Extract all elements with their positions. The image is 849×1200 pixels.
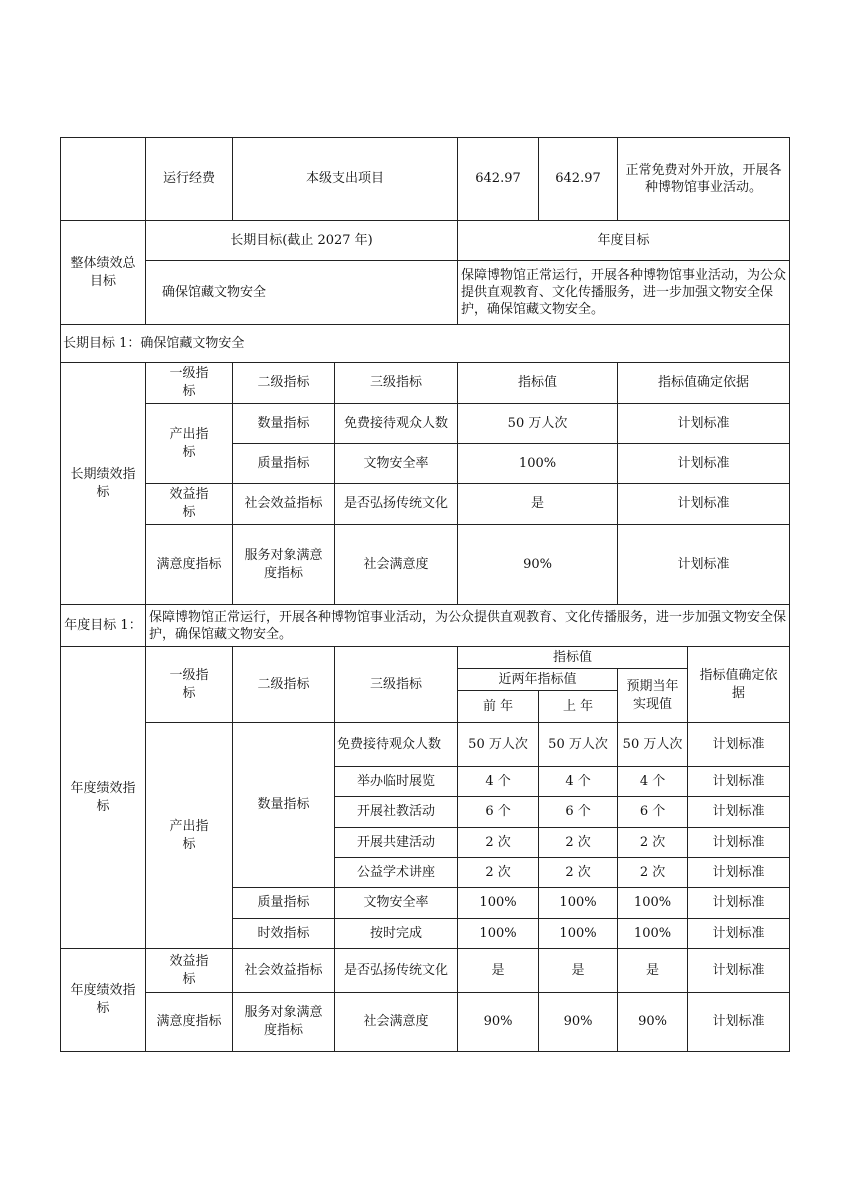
- funding-row: [61, 138, 790, 221]
- header-last-year: 上 年: [539, 691, 618, 723]
- basis-cell: 计划标准: [688, 828, 790, 858]
- expected-cell: 100%: [618, 919, 688, 949]
- long-indicator-header-row: [61, 363, 790, 404]
- value-cell: 90%: [458, 525, 618, 605]
- prev-cell: 100%: [458, 888, 539, 919]
- level2-cell: 质量指标: [233, 444, 335, 484]
- level2-cell: 服务对象满意度指标: [233, 525, 335, 605]
- level3-cell: 开展共建活动: [335, 828, 458, 858]
- table-row: [61, 949, 790, 993]
- basis-cell: 计划标准: [688, 858, 790, 888]
- level3-cell: 开展社教活动: [335, 797, 458, 828]
- annual-goal-row: [61, 605, 790, 647]
- level3-cell: 举办临时展览: [335, 767, 458, 797]
- basis-cell: 计划标准: [618, 404, 790, 444]
- prev-cell: 100%: [458, 919, 539, 949]
- annual-text: 保障博物馆正常运行，开展各种博物馆事业活动，为公众提供直观教育、文化传播服务，进一步加强文物安全保护，确保馆藏文物安全。: [458, 261, 790, 325]
- prev-cell: 50 万人次: [458, 723, 539, 767]
- level3-cell: 按时完成: [335, 919, 458, 949]
- expected-cell: 100%: [618, 888, 688, 919]
- last-cell: 100%: [539, 919, 618, 949]
- level3-cell: 文物安全率: [335, 444, 458, 484]
- expected-cell: 4 个: [618, 767, 688, 797]
- header-expected: 预期当年实现值: [618, 669, 688, 723]
- table-row: [61, 404, 790, 444]
- level3-cell: 文物安全率: [335, 888, 458, 919]
- long-term-header: 长期目标(截止 2027 年): [146, 221, 458, 261]
- item-name: 运行经费: [146, 138, 233, 221]
- header-value: 指标值: [458, 363, 618, 404]
- annual-indicator-section-label-2: 年度绩效指标: [61, 949, 146, 1052]
- level2-cell: 数量指标: [233, 404, 335, 444]
- performance-table: [60, 137, 790, 1052]
- prev-cell: 90%: [458, 993, 539, 1052]
- basis-cell: 计划标准: [688, 919, 790, 949]
- header-level2: 二级指标: [233, 647, 335, 723]
- benefit-label: 效益指标: [146, 484, 233, 525]
- long-goal: [61, 325, 790, 363]
- level3-cell: 公益学术讲座: [335, 858, 458, 888]
- prev-cell: 4 个: [458, 767, 539, 797]
- level3-cell: 是否弘扬传统文化: [335, 484, 458, 525]
- basis-cell: 计划标准: [618, 484, 790, 525]
- empty-cell: [61, 138, 146, 221]
- level3-cell: 免费接待观众人数: [335, 723, 458, 767]
- expected-cell: 50 万人次: [618, 723, 688, 767]
- header-basis: 指标值确定依据: [688, 647, 790, 723]
- level3-cell: 免费接待观众人数: [335, 404, 458, 444]
- benefit-label: 效益指标: [146, 949, 233, 993]
- last-cell: 2 次: [539, 858, 618, 888]
- quantity-label: 数量指标: [233, 723, 335, 888]
- output-label: 产出指标: [146, 404, 233, 484]
- basis-cell: 计划标准: [688, 767, 790, 797]
- header-basis: 指标值确定依据: [618, 363, 790, 404]
- annual-goal-label: 年度目标 1：: [61, 605, 146, 647]
- basis-cell: 计划标准: [688, 888, 790, 919]
- expected-cell: 2 次: [618, 858, 688, 888]
- long-term-text: 确保馆藏文物安全: [146, 261, 458, 325]
- level2-cell: 社会效益指标: [233, 949, 335, 993]
- last-cell: 100%: [539, 888, 618, 919]
- last-cell: 90%: [539, 993, 618, 1052]
- basis-cell: 计划标准: [688, 993, 790, 1052]
- overall-header-row: [61, 221, 790, 261]
- long-indicator-section-label: 长期绩效指标: [61, 363, 146, 605]
- item-type: 本级支出项目: [233, 138, 458, 221]
- annual-header-row-1: [61, 647, 790, 669]
- prev-cell: 6 个: [458, 797, 539, 828]
- prev-cell: 是: [458, 949, 539, 993]
- overall-label: 整体绩效总目标: [61, 221, 146, 325]
- table-row: [61, 723, 790, 767]
- expected-cell: 是: [618, 949, 688, 993]
- table-row: [61, 525, 790, 605]
- last-cell: 是: [539, 949, 618, 993]
- value-cell: 100%: [458, 444, 618, 484]
- annual-indicator-section-label: 年度绩效指标: [61, 647, 146, 949]
- annual-header: 年度目标: [458, 221, 790, 261]
- amount-2: 642.97: [539, 138, 618, 221]
- level2-cell: 服务对象满意度指标: [233, 993, 335, 1052]
- level2-cell: 时效指标: [233, 919, 335, 949]
- output-label: 产出指标: [146, 723, 233, 949]
- basis-cell: 计划标准: [618, 525, 790, 605]
- item-content: 正常免费对外开放，开展各种博物馆事业活动。: [618, 138, 790, 221]
- long-goal-text: 确保馆藏文物安全: [140, 335, 245, 351]
- header-recent: 近两年指标值: [458, 669, 618, 691]
- overall-content-row: [61, 261, 790, 325]
- table-row: [61, 484, 790, 525]
- level2-cell: 质量指标: [233, 888, 335, 919]
- expected-cell: 6 个: [618, 797, 688, 828]
- annual-goal-text: 保障博物馆正常运行，开展各种博物馆事业活动，为公众提供直观教育、文化传播服务，进一步加强文物安全保护，确保馆藏文物安全。: [146, 605, 790, 647]
- value-cell: 50 万人次: [458, 404, 618, 444]
- header-level3: 三级指标: [335, 647, 458, 723]
- prev-cell: 2 次: [458, 858, 539, 888]
- expected-cell: 90%: [618, 993, 688, 1052]
- level3-cell: 社会满意度: [335, 993, 458, 1052]
- amount-1: 642.97: [458, 138, 539, 221]
- last-cell: 50 万人次: [539, 723, 618, 767]
- table-row: [61, 993, 790, 1052]
- last-cell: 4 个: [539, 767, 618, 797]
- basis-cell: 计划标准: [688, 949, 790, 993]
- long-goal-row: [61, 325, 790, 363]
- header-value: 指标值: [458, 647, 688, 669]
- header-level3: 三级指标: [335, 363, 458, 404]
- satisfaction-label: 满意度指标: [146, 993, 233, 1052]
- level2-cell: 社会效益指标: [233, 484, 335, 525]
- expected-cell: 2 次: [618, 828, 688, 858]
- long-goal-label: 长期目标 1：: [63, 335, 141, 351]
- header-level1: 一级指标: [146, 363, 233, 404]
- last-cell: 2 次: [539, 828, 618, 858]
- basis-cell: 计划标准: [618, 444, 790, 484]
- header-prev-year: 前 年: [458, 691, 539, 723]
- satisfaction-label: 满意度指标: [146, 525, 233, 605]
- basis-cell: 计划标准: [688, 797, 790, 828]
- prev-cell: 2 次: [458, 828, 539, 858]
- header-level2: 二级指标: [233, 363, 335, 404]
- level3-cell: 社会满意度: [335, 525, 458, 605]
- last-cell: 6 个: [539, 797, 618, 828]
- level3-cell: 是否弘扬传统文化: [335, 949, 458, 993]
- header-level1: 一级指标: [146, 647, 233, 723]
- basis-cell: 计划标准: [688, 723, 790, 767]
- value-cell: 是: [458, 484, 618, 525]
